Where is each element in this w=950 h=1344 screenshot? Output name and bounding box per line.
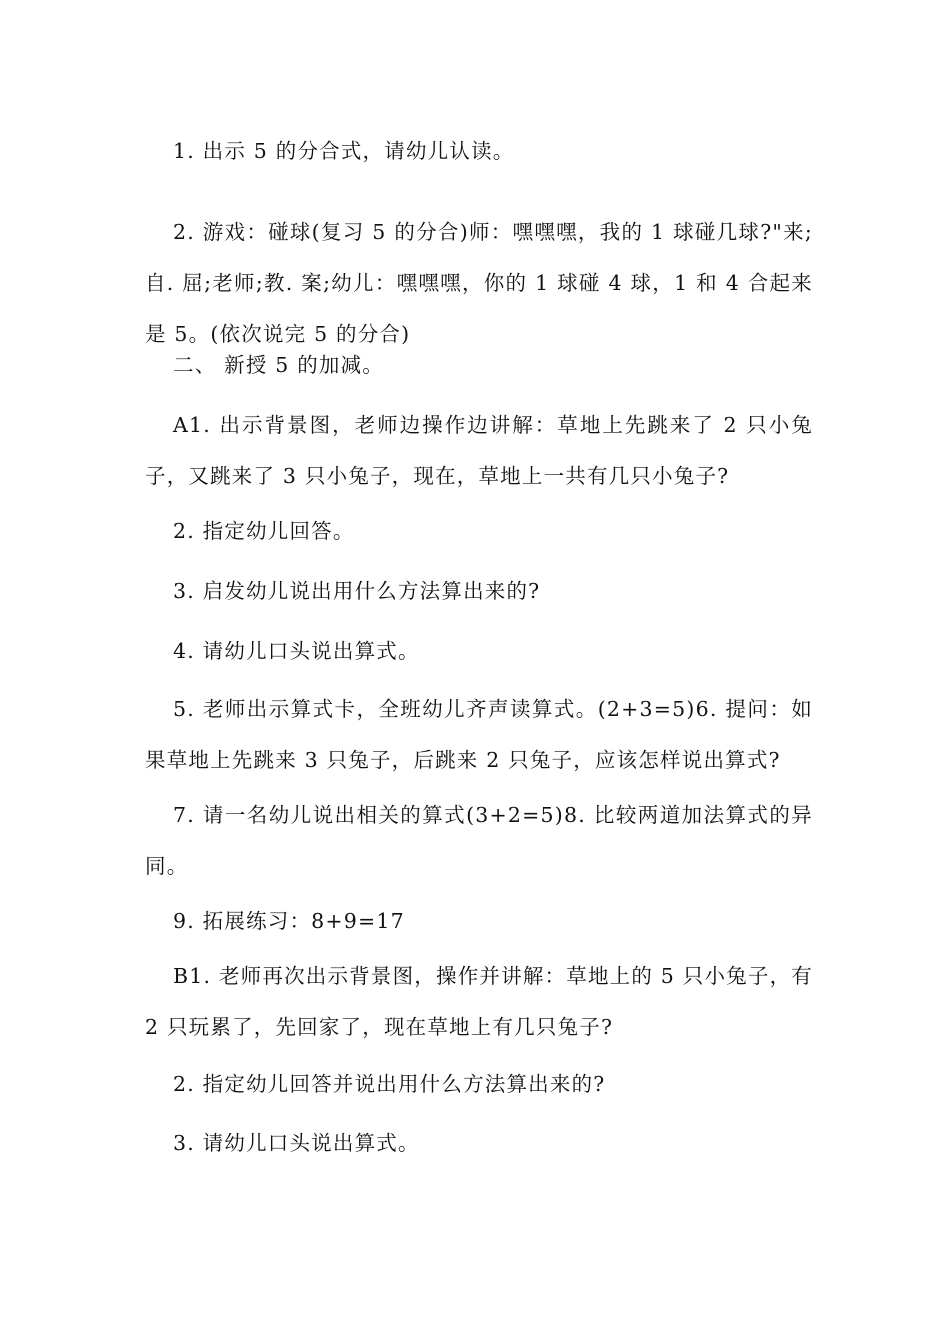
paragraph-b1: B1. 老师再次出示背景图，操作并讲解：草地上的 5 只小兔子，有 2 只玩累了，先回家了，现在草地上有几只兔子?	[145, 964, 813, 1039]
paragraph-a2: 2. 指定幼儿回答。	[173, 519, 355, 543]
paragraph-a5: 5. 老师出示算式卡，全班幼儿齐声读算式。(2+3=5)6. 提问：如果草地上先跳来 3 只兔子，后跳来 2 只兔子，应该怎样说出算式?	[145, 697, 813, 772]
paragraph-1: 1. 出示 5 的分合式，请幼儿认读。	[173, 139, 515, 163]
paragraph-a9: 9. 拓展练习：8+9=17	[173, 909, 405, 933]
paragraph-a1: A1. 出示背景图，老师边操作边讲解：草地上先跳来了 2 只小兔子，又跳来了 3 只小兔子，现在，草地上一共有几只小兔子?	[145, 413, 813, 488]
paragraph-b2: 2. 指定幼儿回答并说出用什么方法算出来的?	[173, 1072, 606, 1096]
paragraph-a3: 3. 启发幼儿说出用什么方法算出来的?	[173, 579, 541, 603]
paragraph-a7: 7. 请一名幼儿说出相关的算式(3+2=5)8. 比较两道加法算式的异同。	[145, 803, 813, 878]
paragraph-b3: 3. 请幼儿口头说出算式。	[173, 1131, 420, 1155]
section-heading: 二、 新授 5 的加减。	[173, 353, 384, 377]
paragraph-a4: 4. 请幼儿口头说出算式。	[173, 639, 420, 663]
paragraph-2: 2. 游戏：碰球(复习 5 的分合)师：嘿嘿嘿，我的 1 球碰几球?"来;自. 屈;老师;教. 案;幼儿：嘿嘿嘿，你的 1 球碰 4 球，1 和 4 合起来是 5。(依次说完 5 的分合)	[145, 220, 813, 346]
